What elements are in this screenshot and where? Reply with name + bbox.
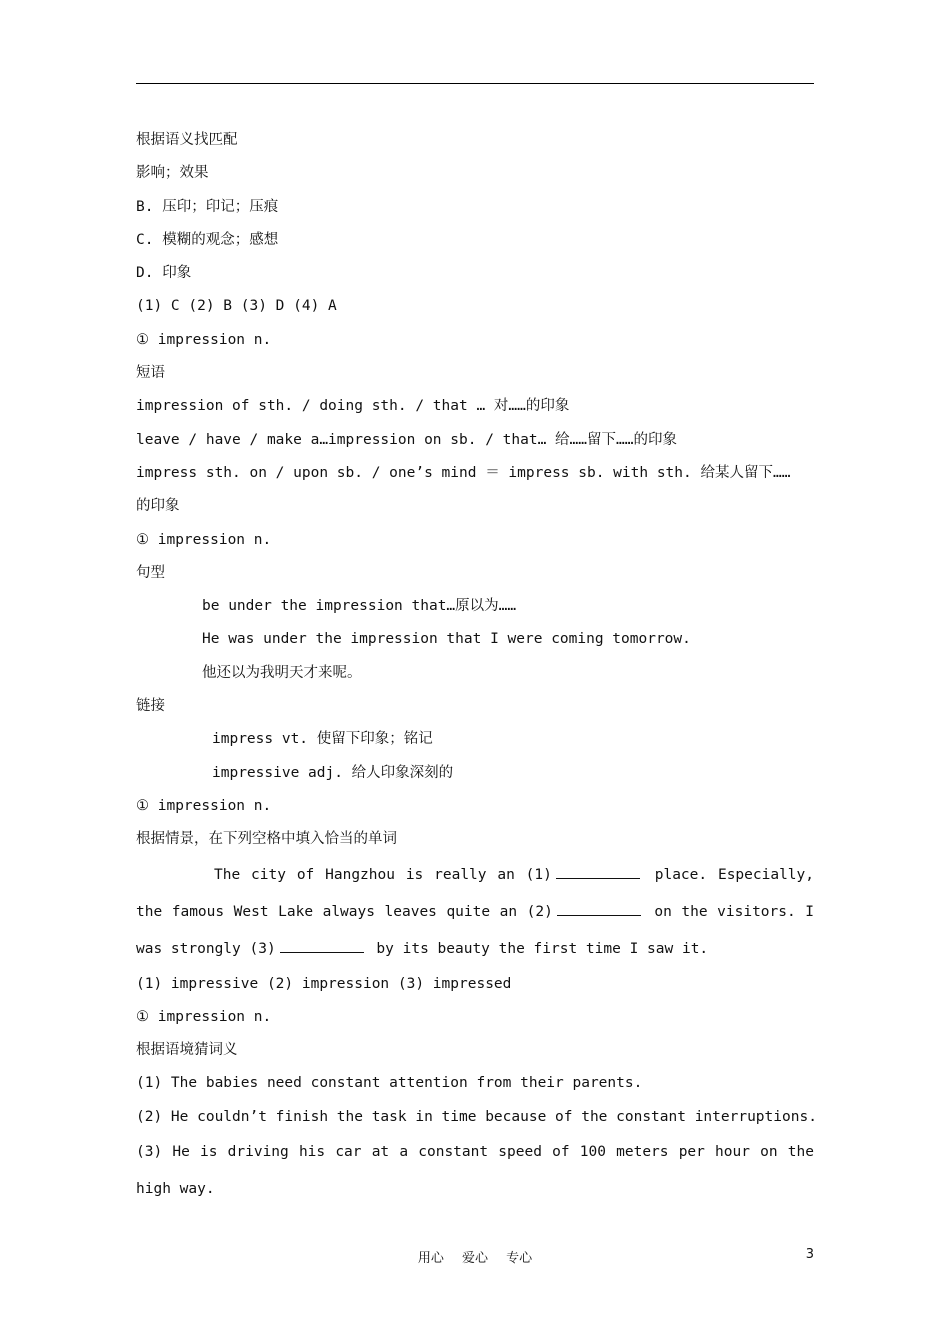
- phrase-line: impress sth. on / upon sb. / one’s mind ＝ impress sb. with sth. 给某人留下……: [136, 464, 791, 481]
- blank-2: [557, 903, 641, 916]
- option-c: C. 模糊的观念；感想: [136, 231, 279, 248]
- passage-text: on the visitors. I was strongly (3): [136, 903, 814, 957]
- link-line: impress vt. 使留下印象；铭记: [212, 731, 433, 748]
- header-rule: [136, 83, 814, 84]
- page-number: 3: [805, 1247, 814, 1262]
- example-translation: 他还以为我明天才来呢。: [202, 664, 362, 681]
- section-heading: 根据语义找匹配: [136, 132, 238, 148]
- link-line: impressive adj. 给人印象深刻的: [212, 764, 454, 781]
- entry-word: ① impression n.: [136, 331, 272, 348]
- context-sentence: (1) The babies need constant attention from their parents.: [136, 1075, 643, 1092]
- blank-3: [280, 940, 364, 953]
- subheading-pattern: 句型: [136, 564, 165, 581]
- context-sentence: (2) He couldn’t finish the task in time because of the constant interruptions.: [136, 1108, 817, 1125]
- subheading-links: 链接: [136, 698, 165, 715]
- example-sentence: He was under the impression that I were coming tomorrow.: [202, 631, 691, 648]
- entry-word: ① impression n.: [136, 531, 272, 548]
- passage-text: place. Especially, the famous West Lake always leaves quite an (2): [136, 866, 814, 920]
- passage-text: by its beauty the first time I saw it.: [376, 940, 709, 957]
- page-content: [136, 124, 817, 1208]
- phrase-line-cont: 的印象: [136, 498, 180, 515]
- page-footer: [0, 1247, 950, 1269]
- blank-1: [556, 866, 640, 879]
- subheading-phrases: 短语: [136, 365, 165, 382]
- phrase-line: impression of sth. / doing sth. / that … 对……的印象: [136, 398, 570, 415]
- option-b: B. 压印；印记；压痕: [136, 198, 279, 215]
- section-heading: 根据情景，在下列空格中填入恰当的单词: [136, 831, 397, 848]
- fill-in-passage: [136, 857, 814, 968]
- pattern-line: be under the impression that…原以为……: [202, 598, 517, 615]
- phrase-line: leave / have / make a…impression on sb. / that… 给……留下……的印象: [136, 431, 677, 448]
- passage-text: The city of Hangzhou is really an (1): [214, 866, 552, 883]
- footer-motto: 用心 爱心 专心: [417, 1251, 533, 1266]
- option-a: 影响；效果: [136, 165, 209, 182]
- answers: (1) impressive (2) impression (3) impressed: [136, 975, 512, 992]
- section-heading: 根据语境猜词义: [136, 1042, 238, 1059]
- answers: (1) C (2) B (3) D (4) A: [136, 298, 337, 315]
- entry-word: ① impression n.: [136, 1008, 272, 1025]
- option-d: D. 印象: [136, 265, 192, 282]
- entry-word: ① impression n.: [136, 797, 272, 814]
- context-sentence: (3) He is driving his car at a constant speed of 100 meters per hour on the high way.: [136, 1144, 814, 1198]
